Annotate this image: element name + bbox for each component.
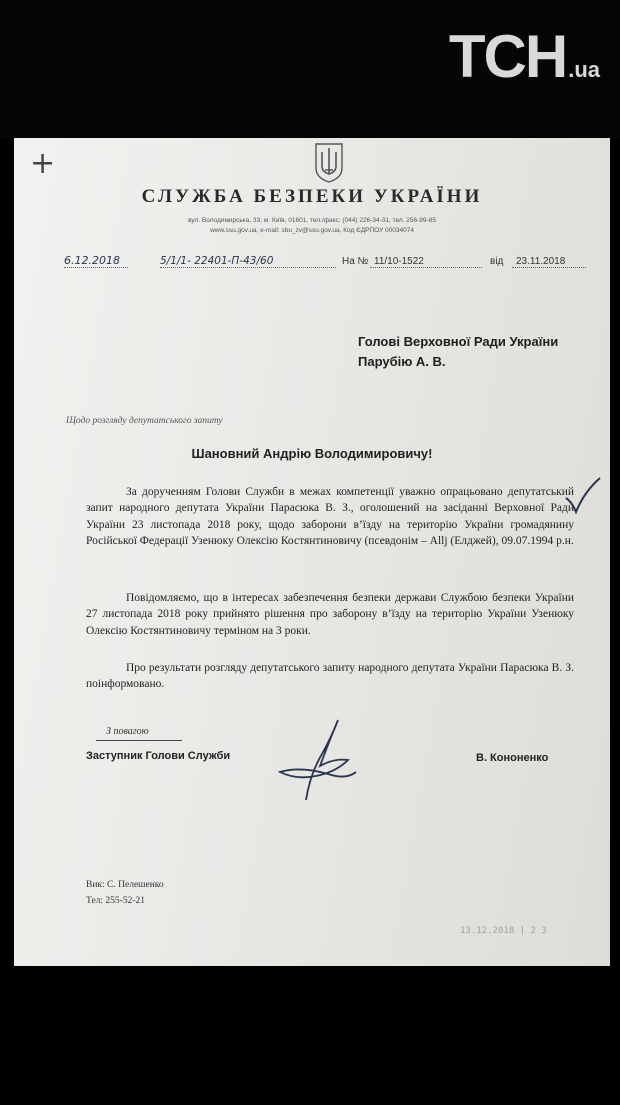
executor: Вик: С. Пелешенко — [86, 880, 164, 890]
signoff: З повагою — [106, 726, 149, 737]
paragraph-2: Повідомляємо, що в інтересах забезпечення безпеки держави Службою безпеки України 27 листопада 2018 року прийнято рішення про заборону в’їзду на територію України Узенюку Олексію Костянтиновичу терміном на 3 роки. — [86, 592, 574, 637]
reg-number: 5/1/1- 22401-П-43/60 — [160, 255, 274, 267]
paragraph-1: За дорученням Голови Служби в межах компетенції уважно опрацьовано депутатський запит народного депутата України Парасюка В. З., оголошений на засіданні Верховної Ради України 23 листопада 2018 року, щодо заборони в’їзду на територію України громадянину Російської Федерації Узенюку Олексію Костянтиновичу (псевдонім – Allj (Елджей), 09.07.1994 р.н. — [86, 486, 574, 547]
letter-subject: Щодо розгляду депутатського запиту — [66, 416, 223, 426]
signature-mark — [276, 714, 372, 806]
logo-suffix: .ua — [568, 57, 600, 82]
letter-document — [14, 138, 610, 966]
agency-contacts: www.ssu.gov.ua, e-mail: sbu_zv@ssu.gov.ua, Код ЄДРПОУ 00034074 — [210, 227, 414, 234]
receipt-stamp: 13.12.2018 | 2 3 — [460, 926, 547, 936]
agency-name: СЛУЖБА БЕЗПЕКИ УКРАЇНИ — [141, 186, 483, 207]
top-black-bar — [0, 0, 620, 138]
tsn-watermark-logo — [449, 22, 600, 91]
agency-address: вул. Володимирська, 33, м. Київ, 01601, тел./факс: (044) 226-34-31, тел. 256-99-85 — [188, 217, 436, 224]
vid-label: від — [490, 256, 504, 267]
reg-date: 6.12.2018 — [64, 254, 120, 267]
salutation: Шановний Андрію Володимировичу! — [191, 446, 433, 461]
trident-emblem-icon — [312, 140, 346, 184]
na-number: 11/10-1522 — [374, 256, 424, 267]
na-label: На № — [342, 256, 369, 267]
checkmark-icon — [562, 476, 602, 516]
logo-main: TCH — [448, 23, 567, 90]
recipient-title: Голові Верховної Ради України — [358, 334, 559, 349]
executor-phone: Тел: 255-52-21 — [86, 896, 145, 906]
signer-name: В. Кононенко — [476, 752, 549, 764]
margin-plus-mark: + — [30, 146, 56, 181]
vid-date: 23.11.2018 — [516, 256, 566, 267]
registration-row — [64, 253, 594, 273]
recipient-name: Парубію А. В. — [358, 354, 446, 369]
paragraph-3: Про результати розгляду депутатського запиту народного депутата України Парасюка В. З. поінформовано. — [86, 662, 574, 691]
bottom-black-area — [0, 966, 620, 1105]
signoff-underline — [96, 740, 182, 741]
signer-position: Заступник Голови Служби — [86, 750, 231, 762]
